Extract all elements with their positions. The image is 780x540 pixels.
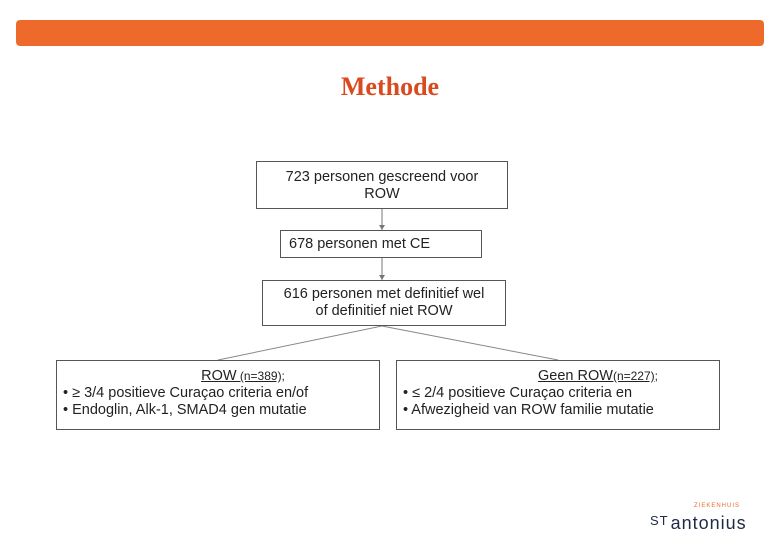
definitive-line-1: 616 personen met definitief wel [283, 286, 485, 302]
row-heading-line [63, 368, 373, 385]
no-row-heading: Geen ROW [538, 368, 613, 384]
row-bullet-1: • ≥ 3/4 positieve Curaçao criteria en/of [63, 385, 309, 401]
logo-st: ST [650, 513, 669, 528]
no-row-bullet-1: • ≤ 2/4 positieve Curaçao criteria en [403, 385, 633, 401]
no-row-count: (n=227); [612, 369, 658, 383]
row-count: (n=389); [236, 369, 285, 383]
connector-to-no-row [382, 326, 558, 360]
page-title: Methode [340, 72, 440, 101]
no-row-bullet-2: • Afwezigheid van ROW familie mutatie [403, 402, 654, 418]
ce-text: 678 personen met CE [289, 236, 431, 252]
st-antonius-logo [650, 513, 747, 534]
logo-tagline: ZIEKENHUIS [694, 503, 741, 509]
row-heading: ROW [201, 368, 237, 384]
header-bar [16, 20, 764, 46]
logo-name: antonius [670, 513, 747, 533]
no-row-heading-line [403, 368, 713, 385]
screened-line-2: ROW [364, 186, 400, 202]
box-definitive [262, 280, 506, 326]
screened-line-1: 723 personen gescreend voor [285, 169, 479, 185]
box-ce [280, 230, 482, 258]
box-screened [256, 161, 508, 209]
connector-to-row [218, 326, 382, 360]
box-no-row [396, 360, 720, 430]
box-row [56, 360, 380, 430]
definitive-line-2: of definitief niet ROW [315, 303, 453, 319]
row-bullet-2: • Endoglin, Alk-1, SMAD4 gen mutatie [63, 402, 307, 418]
